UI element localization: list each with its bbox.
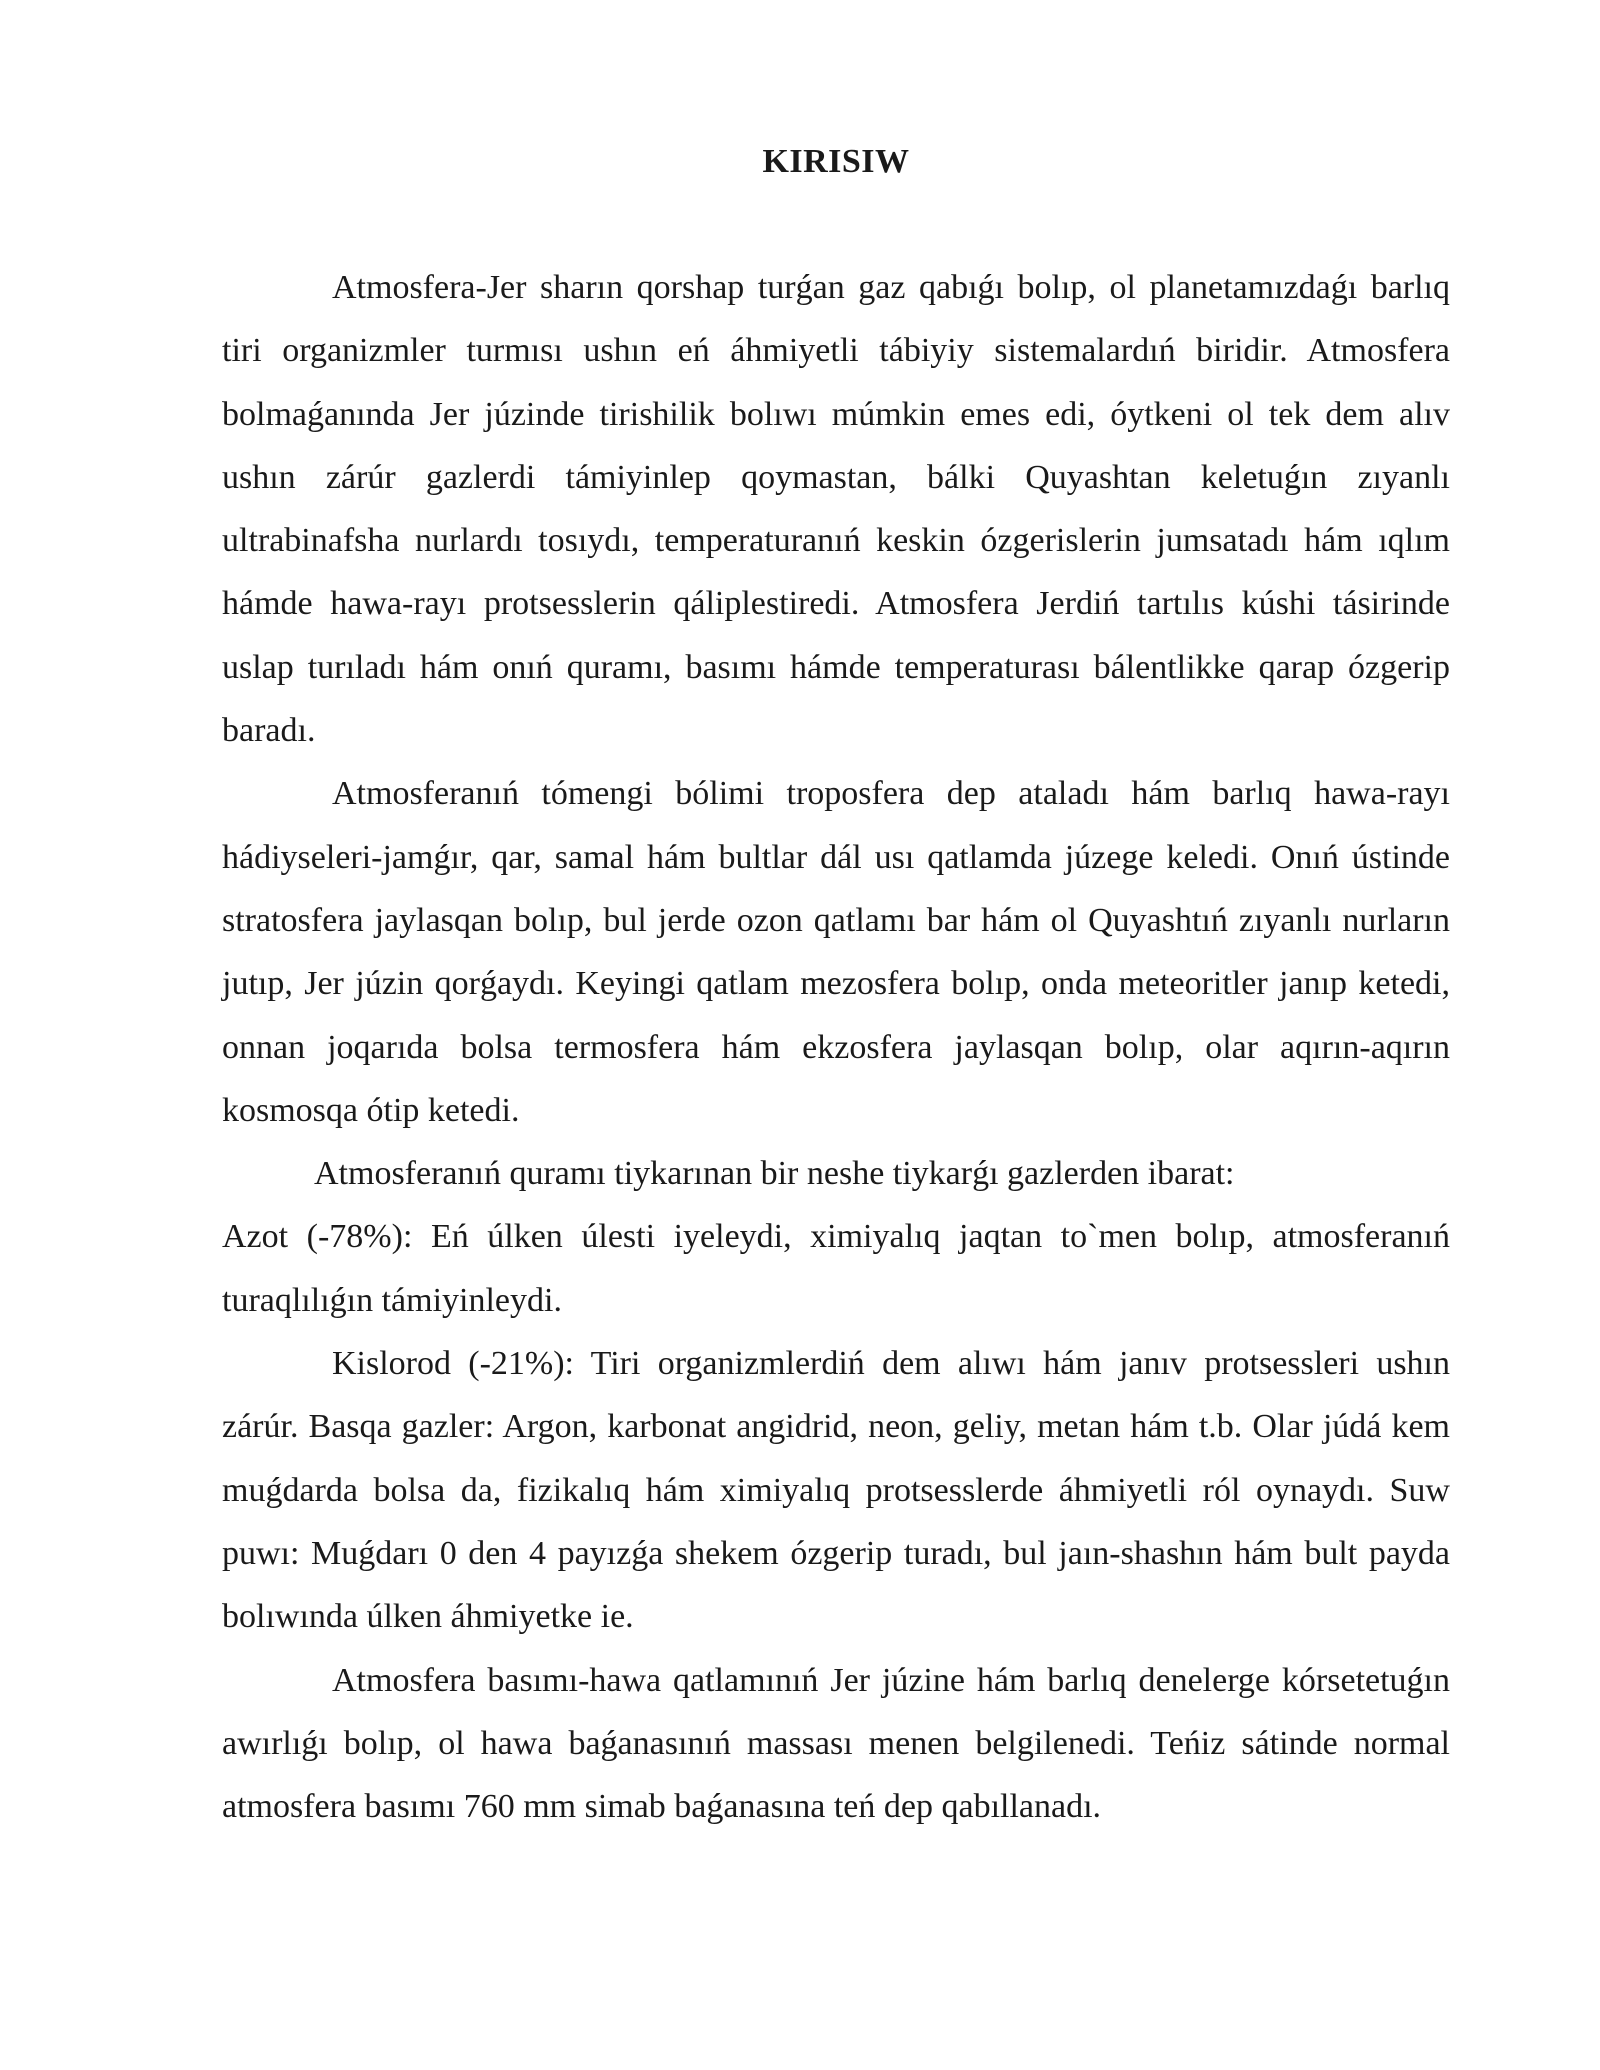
- paragraph-atmospheric-pressure: Atmosfera basımı-hawa qatlamınıń Jer júzine hám barlıq denelerge kórsetetuǵın awırlıǵı bolıp, ol hawa baǵanasınıń massası menen belgilenedi. Teńiz sátinde normal atmosfera basımı 760 mm simab baǵanasına teń dep qabıllanadı.: [222, 1661, 1450, 1826]
- paragraph-composition-intro: Atmosferanıń quramı tiykarınan bir neshe tiykarǵı gazlerden ibarat:: [314, 1155, 1235, 1193]
- paragraph-oxygen-other-gases: Kislorod (-21%): Tiri organizmlerdiń dem alıwı hám janıv protsessleri ushın zárúr. Basqa gazler: Argon, karbonat angidrid, neon, geliy, metan hám t.b. Olar júdá kem muǵdarda bolsa da, fizikalıq hám ximiyalıq protsesslerde áhmiyetli ról oynaydı. Suw puwı: Muǵdarı 0 den 4 payızǵa shekem ózgerip turadı, bul jaın-shashın hám bult payda bolıwında úlken áhmiyetke ie.: [222, 1345, 1450, 1636]
- paragraph-introduction: Atmosfera-Jer sharın qorshap turǵan gaz qabıǵı bolıp, ol planetamızdaǵı barlıq tiri organizmler turmısı ushın eń áhmiyetli tábiyiy sistemalardıń biridir. Atmosfera bolmaǵanında Jer júzinde tirishilik bolıwı múmkin emes edi, óytkeni ol tek dem alıv ushın zárúr gazlerdi támiyinlep qoymastan, bálki Quyashtan keletuǵın zıyanlı ultrabinafsha nurlardı tosıydı, temperaturanıń keskin ózgerislerin jumsatadı hám ıqlım hámde hawa-rayı protsesslerin qáliplestiredi. Atmosfera Jerdiń tartılıs kúshi tásirinde uslap turıladı hám onıń quramı, basımı hámde temperaturası bálentlikke qarap ózgerip baradı.: [222, 269, 1450, 750]
- document-body: [222, 140, 1450, 1838]
- paragraph-atmosphere-layers: Atmosferanıń tómengi bólimi troposfera dep ataladı hám barlıq hawa-rayı hádiyseleri-jamǵır, qar, samal hám bultlar dál usı qatlamda júzege keledi. Onıń ústinde stratosfera jaylasqan bolıp, bul jerde ozon qatlamı bar hám ol Quyashtıń zıyanlı nurların jutıp, Jer júzin qorǵaydı. Keyingi qatlam mezosfera bolıp, onda meteoritler janıp ketedi, onnan joqarıda bolsa termosfera hám ekzosfera jaylasqan bolıp, olar aqırın-aqırın kosmosqa ótip ketedi.: [222, 775, 1450, 1129]
- page-title: KIRISIW: [762, 143, 910, 180]
- paragraph-nitrogen: Azot (-78%): Eń úlken úlesti iyeleydi, ximiyalıq jaqtan to`men bolıp, atmosferanıń turaqlılıǵın támiyinleydi.: [222, 1218, 1450, 1319]
